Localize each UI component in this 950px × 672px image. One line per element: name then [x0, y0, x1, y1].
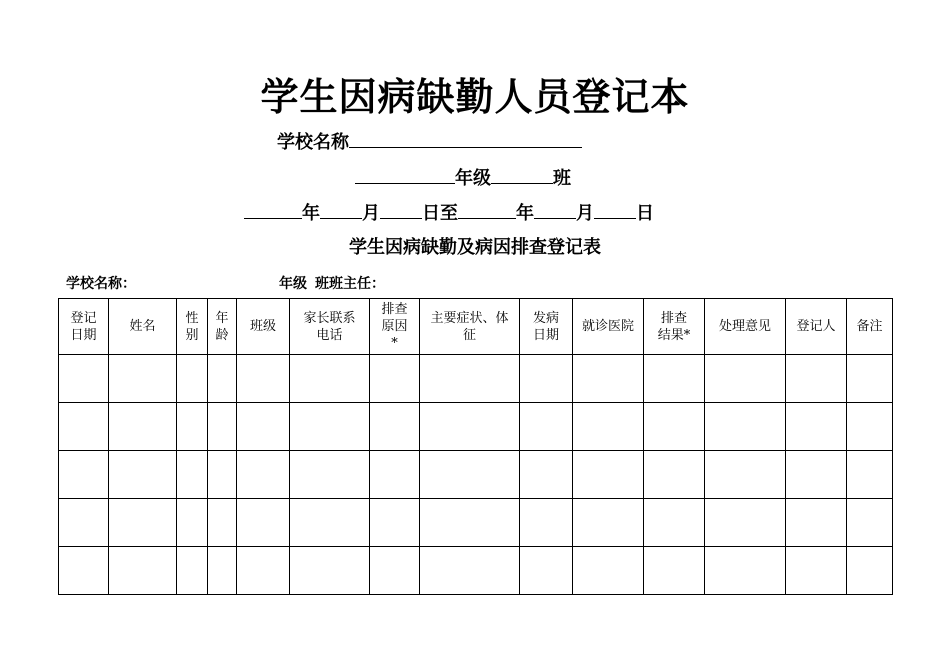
table-header-row — [59, 299, 893, 355]
table-cell[interactable] — [573, 403, 644, 451]
col-header-hospital: 就诊医院 — [573, 299, 644, 355]
table-cell[interactable] — [520, 355, 573, 403]
table-cell[interactable] — [59, 355, 109, 403]
col-header-gender: 性 别 — [177, 299, 208, 355]
table-cell[interactable] — [208, 451, 237, 499]
table-cell[interactable] — [208, 403, 237, 451]
table-cell[interactable] — [573, 499, 644, 547]
meta-head-teacher-label: 班班主任： — [315, 276, 385, 292]
table-cell[interactable] — [786, 355, 847, 403]
table-row — [59, 499, 893, 547]
table-cell[interactable] — [520, 403, 573, 451]
table-cell[interactable] — [370, 403, 420, 451]
table-cell[interactable] — [847, 451, 893, 499]
table-cell[interactable] — [59, 547, 109, 595]
table-cell[interactable] — [290, 451, 370, 499]
end-day-label: 日 — [636, 203, 654, 224]
table-cell[interactable] — [237, 355, 290, 403]
table-cell[interactable] — [177, 403, 208, 451]
table-cell[interactable] — [59, 499, 109, 547]
meta-school-label: 学校名称： — [66, 276, 136, 292]
start-year-label: 年 — [302, 203, 320, 224]
table-cell[interactable] — [705, 547, 786, 595]
table-cell[interactable] — [109, 451, 177, 499]
table-cell[interactable] — [705, 451, 786, 499]
table-cell[interactable] — [786, 547, 847, 595]
table-cell[interactable] — [420, 499, 520, 547]
table-cell[interactable] — [59, 403, 109, 451]
table-cell[interactable] — [705, 355, 786, 403]
table-cell[interactable] — [847, 355, 893, 403]
end-month-blank[interactable] — [534, 200, 576, 219]
table-cell[interactable] — [370, 451, 420, 499]
col-header-register-date: 登记 日期 — [59, 299, 109, 355]
start-month-label: 月 — [362, 203, 380, 224]
meta-grade-label: 年级 — [279, 276, 307, 292]
table-cell[interactable] — [237, 547, 290, 595]
table-cell[interactable] — [177, 499, 208, 547]
end-year-blank[interactable] — [458, 200, 516, 219]
table-cell[interactable] — [644, 403, 705, 451]
table-cell[interactable] — [370, 547, 420, 595]
col-header-class: 班级 — [237, 299, 290, 355]
table-cell[interactable] — [290, 403, 370, 451]
class-label: 班 — [553, 168, 571, 189]
meta-grade-line — [279, 275, 385, 293]
col-header-handling-opinion: 处理意见 — [705, 299, 786, 355]
col-header-age: 年 龄 — [208, 299, 237, 355]
table-cell[interactable] — [847, 547, 893, 595]
col-header-name: 姓名 — [109, 299, 177, 355]
table-cell[interactable] — [705, 499, 786, 547]
table-cell[interactable] — [847, 403, 893, 451]
table-body — [59, 355, 893, 595]
table-row — [59, 403, 893, 451]
col-header-screening-result: 排查 结果* — [644, 299, 705, 355]
table-cell[interactable] — [705, 403, 786, 451]
table-cell[interactable] — [573, 547, 644, 595]
start-day-blank[interactable] — [380, 200, 422, 219]
table-row — [59, 355, 893, 403]
table-cell[interactable] — [177, 355, 208, 403]
table-cell[interactable] — [520, 451, 573, 499]
table-cell[interactable] — [520, 499, 573, 547]
table-cell[interactable] — [208, 547, 237, 595]
table-cell[interactable] — [644, 547, 705, 595]
school-name-blank[interactable] — [349, 129, 582, 148]
table-cell[interactable] — [290, 499, 370, 547]
col-header-symptoms: 主要症状、体 征 — [420, 299, 520, 355]
end-day-blank[interactable] — [594, 200, 636, 219]
col-header-onset-date: 发病 日期 — [520, 299, 573, 355]
table-cell[interactable] — [644, 355, 705, 403]
grade-blank[interactable] — [355, 165, 455, 184]
date-range-line — [244, 200, 654, 227]
table-cell[interactable] — [109, 403, 177, 451]
table-row — [59, 547, 893, 595]
table-cell[interactable] — [573, 355, 644, 403]
start-day-label: 日至 — [422, 203, 458, 224]
register-table — [58, 298, 893, 595]
table-row — [59, 451, 893, 499]
table-cell[interactable] — [59, 451, 109, 499]
col-header-screening-reason: 排查 原因 * — [370, 299, 420, 355]
school-name-line — [277, 129, 582, 156]
col-header-parent-phone: 家长联系 电话 — [290, 299, 370, 355]
table-cell[interactable] — [237, 499, 290, 547]
table-cell[interactable] — [420, 547, 520, 595]
table-cell[interactable] — [644, 451, 705, 499]
col-header-registrar: 登记人 — [786, 299, 847, 355]
school-name-label: 学校名称 — [277, 132, 349, 153]
document-title: 学生因病缺勤人员登记本 — [260, 74, 690, 119]
table-cell[interactable] — [520, 547, 573, 595]
table-cell[interactable] — [109, 355, 177, 403]
grade-class-line — [355, 165, 571, 192]
table-cell[interactable] — [109, 499, 177, 547]
form-subtitle: 学生因病缺勤及病因排查登记表 — [349, 237, 601, 258]
class-blank[interactable] — [491, 165, 553, 184]
table-cell[interactable] — [177, 547, 208, 595]
table-cell[interactable] — [420, 451, 520, 499]
table-cell[interactable] — [290, 547, 370, 595]
table-cell[interactable] — [786, 499, 847, 547]
table-cell[interactable] — [370, 355, 420, 403]
grade-label: 年级 — [455, 168, 491, 189]
table-cell[interactable] — [290, 355, 370, 403]
start-year-blank[interactable] — [244, 200, 302, 219]
table-cell[interactable] — [420, 355, 520, 403]
col-header-remarks: 备注 — [847, 299, 893, 355]
table-cell[interactable] — [786, 403, 847, 451]
table-cell[interactable] — [208, 499, 237, 547]
table-cell[interactable] — [177, 451, 208, 499]
table-cell[interactable] — [420, 403, 520, 451]
table-cell[interactable] — [237, 451, 290, 499]
table-cell[interactable] — [847, 499, 893, 547]
table-cell[interactable] — [786, 451, 847, 499]
start-month-blank[interactable] — [320, 200, 362, 219]
table-cell[interactable] — [370, 499, 420, 547]
table-cell[interactable] — [208, 355, 237, 403]
end-month-label: 月 — [576, 203, 594, 224]
table-cell[interactable] — [644, 499, 705, 547]
end-year-label: 年 — [516, 203, 534, 224]
table-cell[interactable] — [109, 547, 177, 595]
table-cell[interactable] — [237, 403, 290, 451]
table-cell[interactable] — [573, 451, 644, 499]
